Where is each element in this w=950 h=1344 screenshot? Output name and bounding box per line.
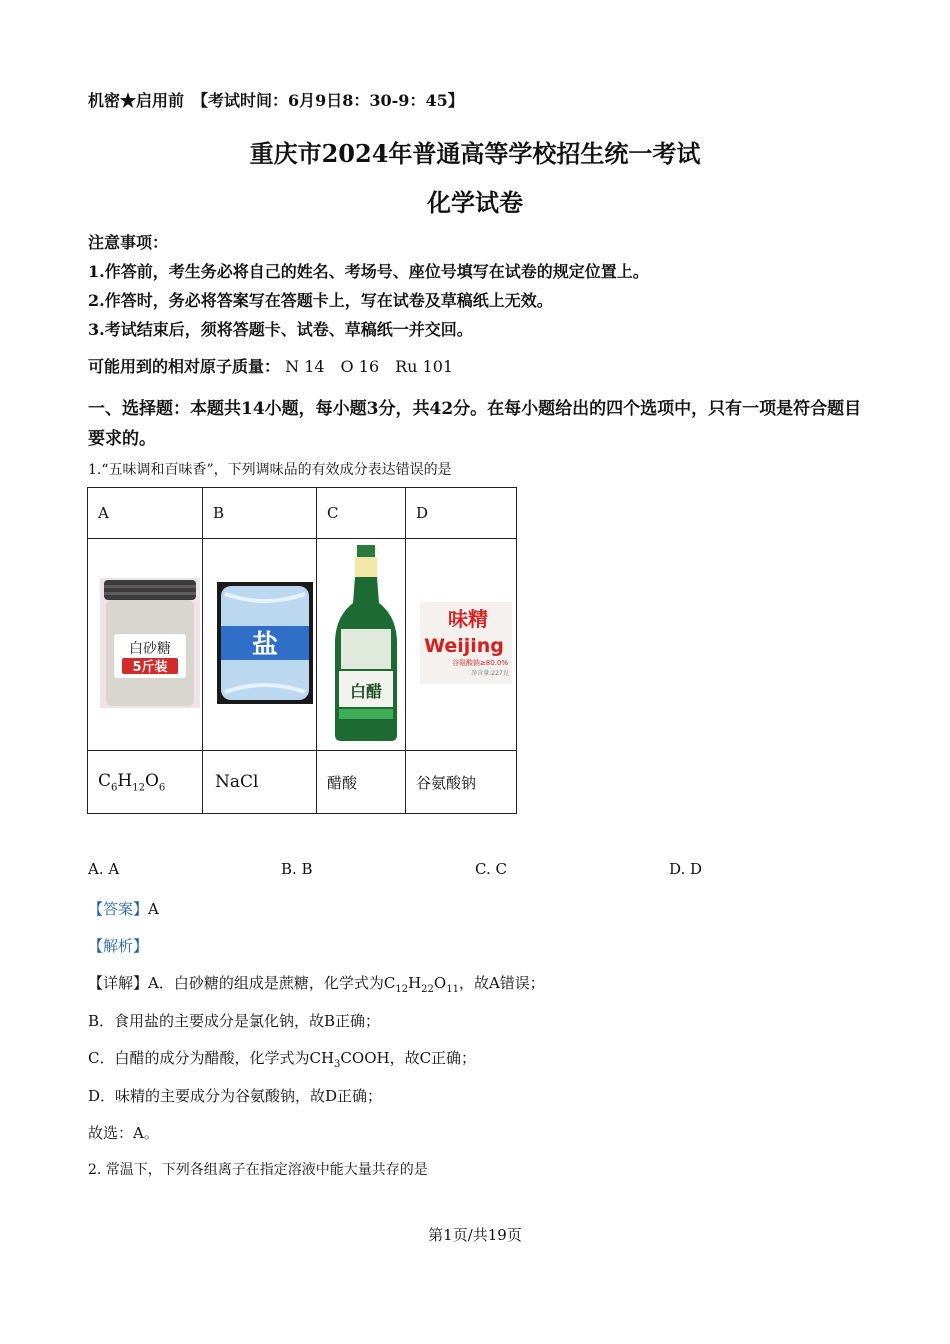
option-image-d [406, 539, 517, 751]
option-image-a [88, 539, 203, 751]
question-2-stem: 2. 常温下，下列各组离子在指定溶液中能大量共存的是 [88, 1162, 428, 1178]
msg-package-image [420, 602, 512, 684]
notice-item-1: 1.作答前，考生务必将自己的姓名、考场号、座位号填写在试卷的规定位置上。 [88, 262, 649, 281]
atomic-mass-line [88, 354, 453, 377]
exam-header: 机密★启用前 【考试时间：6月9日8：30-9：45】 [88, 91, 464, 110]
svg-text:5斤装: 5斤装 [132, 659, 168, 675]
notice-heading: 注意事项： [88, 233, 169, 252]
question-1-stem: 1.“五味调和百味香”，下列调味品的有效成分表达错误的是 [88, 462, 452, 478]
svg-text:谷氨酸钠≥80.0%: 谷氨酸钠≥80.0% [451, 658, 509, 667]
formula-b: NaCl [203, 751, 317, 814]
svg-text:白砂糖: 白砂糖 [129, 640, 171, 657]
atomic-mass-label: 可能用到的相对原子质量： [88, 357, 281, 376]
option-header-a: A [88, 488, 203, 539]
choice-c: C. C [475, 860, 507, 878]
detail-conclusion: 故选：A。 [88, 1124, 159, 1142]
svg-text:味精: 味精 [448, 606, 488, 631]
notice-item-3: 3.考试结束后，须将答题卡、试卷、草稿纸一并交回。 [88, 320, 473, 339]
analysis-tag: 【解析】 [88, 937, 149, 955]
detail-a: 【详解】A．白砂糖的组成是蔗糖，化学式为$C_{12}H_{22}O_{11}$，故A错误； [88, 974, 545, 995]
exam-subtitle: 化学试卷 [427, 188, 523, 217]
section-heading: 一、选择题：本题共14小题，每小题3分，共42分。在每小题给出的四个选项中，只有一项是符合题目要求的。 [88, 399, 862, 449]
choice-b: B. B [281, 860, 313, 878]
answer-line [88, 898, 159, 919]
option-header-b: B [203, 488, 317, 539]
formula-c: 醋酸 [317, 751, 406, 814]
exam-title: 重庆市2024年普通高等学校招生统一考试 [249, 139, 701, 168]
atomic-mass-values: N 14 O 16 Ru 101 [285, 357, 454, 376]
formula-a: $C_6H_{12}O_6$ [88, 751, 203, 814]
svg-text:净含量:227克: 净含量:227克 [471, 669, 509, 677]
svg-text:白醋: 白醋 [349, 681, 383, 701]
choice-d: D. D [669, 860, 703, 878]
svg-text:Weijing: Weijing [424, 634, 504, 657]
sugar-jar-image [100, 578, 200, 708]
detail-b: B．食用盐的主要成分是氯化钠，故B正确； [88, 1012, 381, 1030]
notice-item-2: 2.作答时，务必将答案写在答题卡上，写在试卷及草稿纸上无效。 [88, 291, 553, 310]
option-image-b [203, 539, 317, 751]
page-footer: 第1页/共19页 [428, 1226, 522, 1244]
detail-d: D．味精的主要成分为谷氨酸钠，故D正确； [88, 1087, 383, 1105]
answer-tag: 【答案】 [88, 900, 149, 918]
choice-a: A. A [88, 860, 120, 878]
vinegar-bottle-image [333, 543, 399, 743]
options-table [87, 487, 517, 814]
option-header-c: C [317, 488, 406, 539]
svg-text:盐: 盐 [251, 629, 278, 660]
option-header-d: D [406, 488, 517, 539]
formula-d: 谷氨酸钠 [406, 751, 517, 814]
salt-bag-image [217, 582, 313, 704]
answer-value: A [148, 900, 159, 918]
option-image-c [317, 539, 406, 751]
detail-c: C．白醋的成分为醋酸，化学式为$CH_3COOH$，故C正确； [88, 1049, 477, 1070]
